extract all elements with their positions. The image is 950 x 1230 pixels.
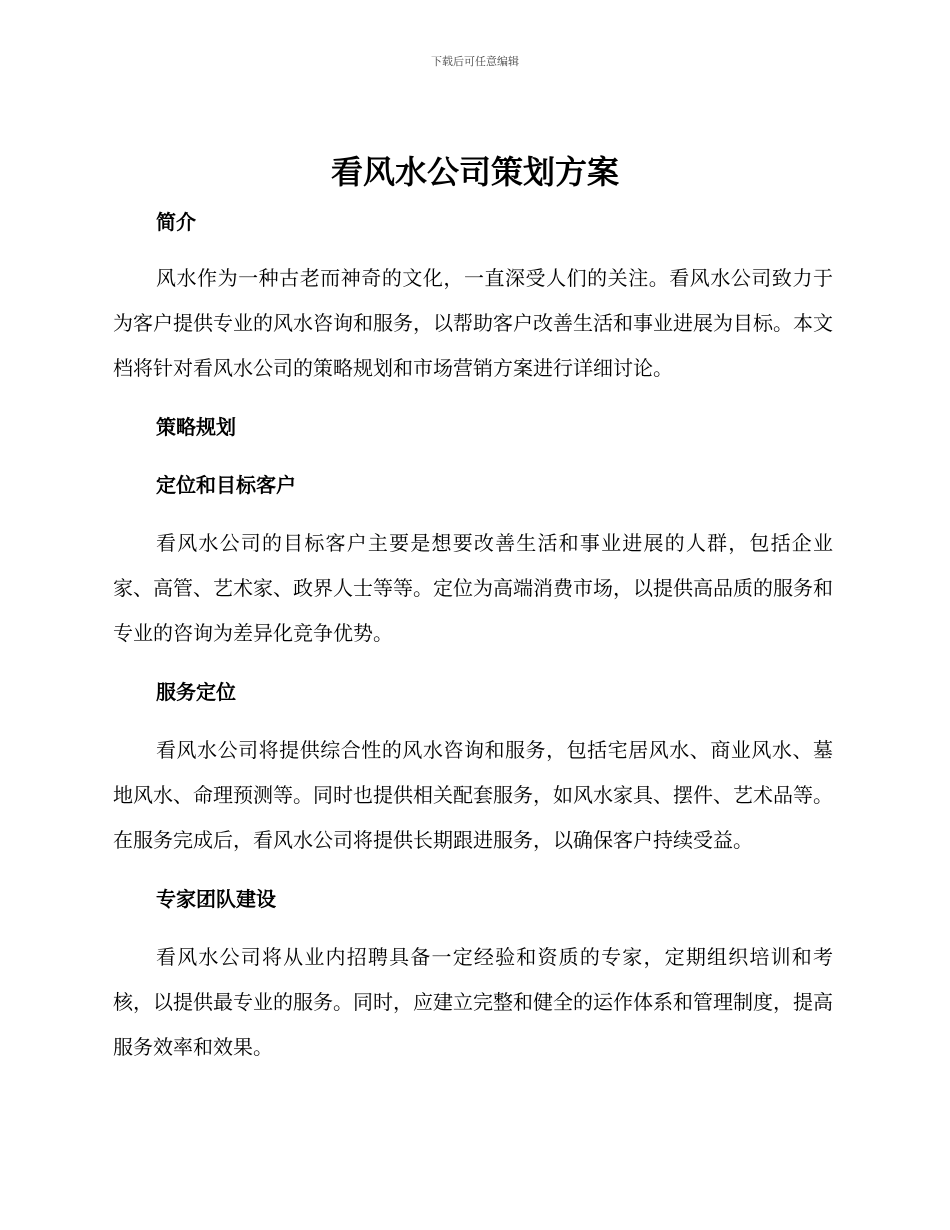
paragraph-intro: 风水作为一种古老而神奇的文化，一直深受人们的关注。看风水公司致力于为客户提供专业的风水咨询和服务，以帮助客户改善生活和事业进展为目标。本文档将针对看风水公司的策略规划和市场营销方案进行详细讨论。 (113, 266, 833, 380)
section-heading-positioning: 定位和目标客户 (156, 473, 296, 497)
document-title: 看风水公司策划方案 (330, 153, 619, 191)
paragraph-service: 看风水公司将提供综合性的风水咨询和服务，包括宅居风水、商业风水、墓地风水、命理预测等。同时也提供相关配套服务，如风水家具、摆件、艺术品等。在服务完成后，看风水公司将提供长期跟进服务，以确保客户持续受益。 (113, 738, 833, 852)
document-body (113, 200, 833, 1070)
section-heading-intro: 简介 (156, 210, 196, 234)
section-heading-strategy: 策略规划 (156, 415, 236, 439)
paragraph-team: 看风水公司将从业内招聘具备一定经验和资质的专家，定期组织培训和考核，以提供最专业的服务。同时，应建立完整和健全的运作体系和管理制度，提高服务效率和效果。 (113, 945, 833, 1059)
section-heading-team: 专家团队建设 (156, 887, 276, 911)
header-note: 下载后可任意编辑 (431, 55, 519, 68)
paragraph-positioning: 看风水公司的目标客户主要是想要改善生活和事业进展的人群，包括企业家、高管、艺术家、政界人士等等。定位为高端消费市场，以提供高品质的服务和专业的咨询为差异化竞争优势。 (113, 531, 833, 645)
section-heading-service: 服务定位 (156, 680, 236, 704)
